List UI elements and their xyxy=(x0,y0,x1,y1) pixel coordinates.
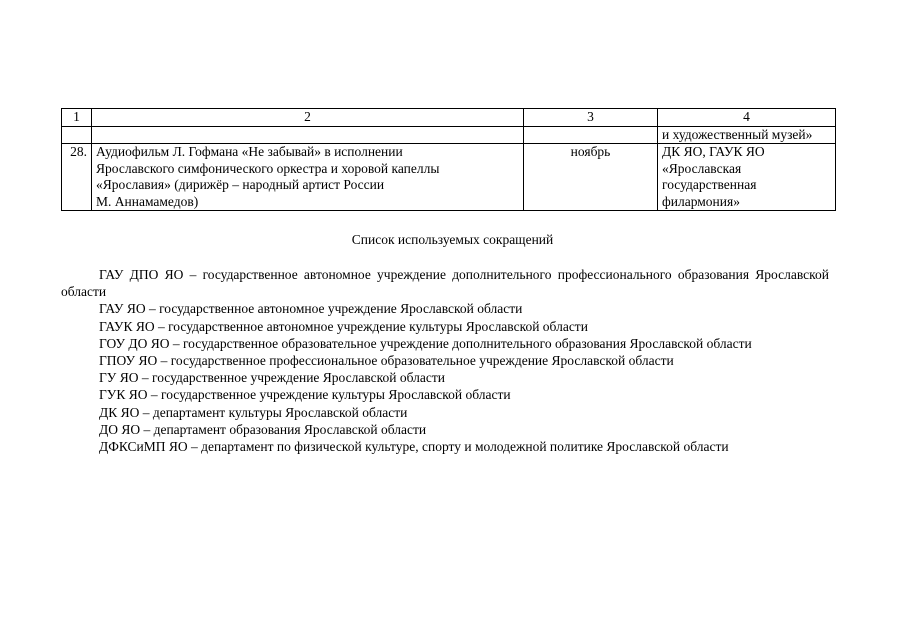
events-table xyxy=(61,108,836,211)
abbreviation-item: ГПОУ ЯО – государственное профессиональное образовательное учреждение Ярославской области xyxy=(99,353,674,369)
table-header-row xyxy=(62,109,836,127)
cell-number: 28. xyxy=(62,144,92,211)
abbreviation-item: ДО ЯО – департамент образования Ярославской области xyxy=(99,421,427,437)
abbreviation-item: ДК ЯО – департамент культуры Ярославской области xyxy=(99,404,408,420)
description-line: М. Аннамамедов) xyxy=(96,193,199,209)
cell-date xyxy=(524,126,658,144)
abbreviation-item: ГУ ЯО – государственное учреждение Ярославской области xyxy=(99,370,445,386)
cell-organizer xyxy=(658,144,836,211)
header-cell-4: 4 xyxy=(658,109,836,127)
description-line: Ярославского симфонического оркестра и хоровой капеллы xyxy=(96,160,440,176)
description-line: «Ярославия» (дирижёр – народный артист России xyxy=(96,177,385,192)
header-cell-1: 1 xyxy=(62,109,92,127)
organizer-line: государственная xyxy=(662,177,757,192)
table-row-continuation xyxy=(62,126,836,144)
cell-description xyxy=(92,126,524,144)
cell-date: ноябрь xyxy=(524,144,658,211)
cell-number xyxy=(62,126,92,144)
abbreviation-item: ГАУК ЯО – государственное автономное учреждение культуры Ярославской области xyxy=(99,318,588,334)
abbreviation-item: ГАУ ЯО – государственное автономное учреждение Ярославской области xyxy=(99,301,523,317)
abbreviation-item: ГАУ ДПО ЯО – государственное автономное учреждение дополнительного профессионального образования Ярославской области xyxy=(61,267,829,300)
cell-organizer: и художественный музей» xyxy=(658,126,836,144)
abbreviation-item: ДФКСиМП ЯО – департамент по физической культуре, спорту и молодежной политике Ярославской области xyxy=(99,439,729,455)
abbreviation-item: ГУК ЯО – государственное учреждение культуры Ярославской области xyxy=(99,387,511,403)
abbreviations-title: Список используемых сокращений xyxy=(351,232,554,247)
organizer-line: «Ярославская xyxy=(662,160,742,176)
cell-description xyxy=(92,144,524,211)
table-row xyxy=(62,144,836,211)
header-cell-2: 2 xyxy=(92,109,524,127)
organizer-line: ДК ЯО, ГАУК ЯО xyxy=(662,144,765,159)
description-line: Аудиофильм Л. Гофмана «Не забывай» в исполнении xyxy=(96,144,403,159)
abbreviation-item: ГОУ ДО ЯО – государственное образовательное учреждение дополнительного образования Ярославской области xyxy=(99,335,752,351)
abbreviations-list xyxy=(61,266,829,455)
header-cell-3: 3 xyxy=(524,109,658,127)
organizer-line: филармония» xyxy=(662,193,740,209)
